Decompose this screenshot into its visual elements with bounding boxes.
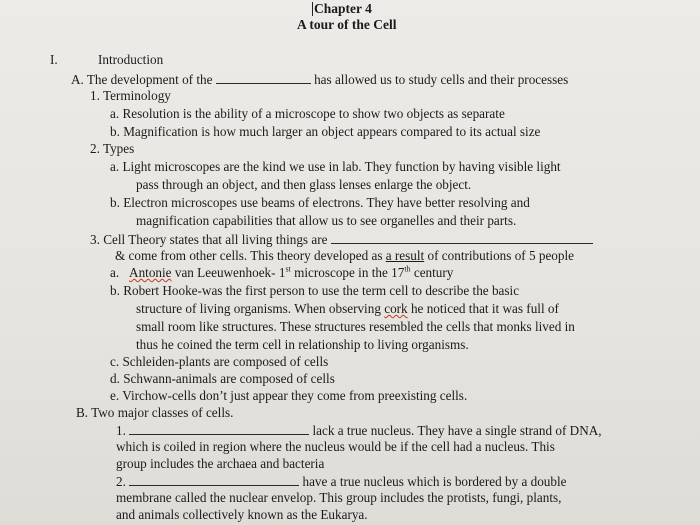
- section-I-number: I.: [50, 52, 58, 67]
- leeuwenhoek-letter: a.: [110, 265, 120, 280]
- eukaryote-text: have a true nucleus which is bordered by a double: [302, 474, 567, 489]
- fill-blank-prokaryote: [129, 422, 309, 435]
- text-cursor: [312, 2, 313, 16]
- item-types: 2. Types: [90, 141, 135, 156]
- item-eukaryote-2: membrane called the nuclear envelop. This group includes the protists, fungi, plants,: [116, 490, 562, 505]
- leeuwenhoek-sup-2: th: [404, 264, 411, 274]
- hooke-text-2: structure of living organisms. When observing: [136, 301, 381, 316]
- item-hooke-4: thus he coined the term cell in relationship to living organisms.: [136, 337, 469, 352]
- cell-theory-underlined: a result: [385, 248, 425, 263]
- item-hooke-1: b. Robert Hooke-was the first person to use the term cell to describe the basic: [110, 283, 520, 298]
- item-eukaryote-1: [116, 473, 567, 490]
- leeuwenhoek-text-3: century: [410, 265, 454, 280]
- item-leeuwenhoek: [110, 265, 453, 281]
- item-cell-theory-2: [115, 248, 574, 264]
- item-prokaryote-3: group includes the archaea and bacteria: [116, 456, 325, 471]
- fill-blank-A: [216, 71, 311, 84]
- page-title: A tour of the Cell: [297, 17, 397, 32]
- section-B: B. Two major classes of cells.: [76, 405, 234, 420]
- item-schleiden: c. Schleiden-plants are composed of cells: [110, 354, 329, 369]
- item-light-microscope-2: pass through an object, and then glass lenses enlarge the object.: [136, 177, 472, 192]
- item-virchow: e. Virchow-cells don’t just appear they come from preexisting cells.: [110, 388, 468, 403]
- leeuwenhoek-sup-1: st: [285, 264, 291, 274]
- section-A-text-start: A. The development of the: [71, 72, 213, 87]
- item-light-microscope-1: a. Light microscopes are the kind we use in lab. They function by having visible light: [110, 159, 561, 174]
- eukaryote-number: 2.: [116, 474, 126, 489]
- cell-theory-text-2c: of contributions of 5 people: [427, 248, 575, 263]
- leeuwenhoek-text-1: van Leeuwenhoek- 1: [171, 265, 286, 280]
- leeuwenhoek-first-name: Antonie: [129, 265, 172, 280]
- cell-theory-text: 3. Cell Theory states that all living things are: [90, 232, 328, 247]
- prokaryote-text: lack a true nucleus. They have a single strand of DNA,: [312, 423, 602, 438]
- item-prokaryote-2: which is coiled in region where the nucleus would be if the cell had a nucleus. This: [116, 439, 555, 454]
- item-terminology: 1. Terminology: [90, 88, 171, 103]
- item-resolution: a. Resolution is the ability of a microscope to show two objects as separate: [110, 106, 505, 121]
- item-schwann: d. Schwann-animals are composed of cells: [110, 371, 335, 386]
- section-I-label: Introduction: [98, 52, 164, 67]
- prokaryote-number: 1.: [116, 423, 126, 438]
- leeuwenhoek-text-2: microscope in the 17: [290, 265, 405, 280]
- item-eukaryote-3: and animals collectively known as the Eukarya.: [116, 507, 368, 522]
- section-A: [71, 71, 568, 88]
- item-hooke-3: small room like structures. These structures resembled the cells that monks lived in: [136, 319, 575, 334]
- section-A-text-end: has allowed us to study cells and their processes: [314, 72, 569, 87]
- item-magnification: b. Magnification is how much larger an object appears compared to its actual size: [110, 124, 541, 139]
- item-electron-microscope-1: b. Electron microscopes use beams of electrons. They have better resolving and: [110, 195, 530, 210]
- fill-blank-cell-theory: [331, 231, 593, 244]
- item-prokaryote-1: [116, 422, 602, 439]
- item-hooke-2: [136, 301, 559, 317]
- cell-theory-text-2a: & come from other cells. This theory developed as: [115, 248, 383, 263]
- item-cell-theory-1: [90, 231, 593, 248]
- fill-blank-eukaryote: [129, 473, 299, 486]
- hooke-text-2-end: he noticed that it was full of: [410, 301, 559, 316]
- item-electron-microscope-2: magnification capabilities that allow us to see organelles and their parts.: [136, 213, 517, 228]
- hooke-cork: cork: [384, 301, 408, 316]
- chapter-label: Chapter 4: [314, 1, 372, 16]
